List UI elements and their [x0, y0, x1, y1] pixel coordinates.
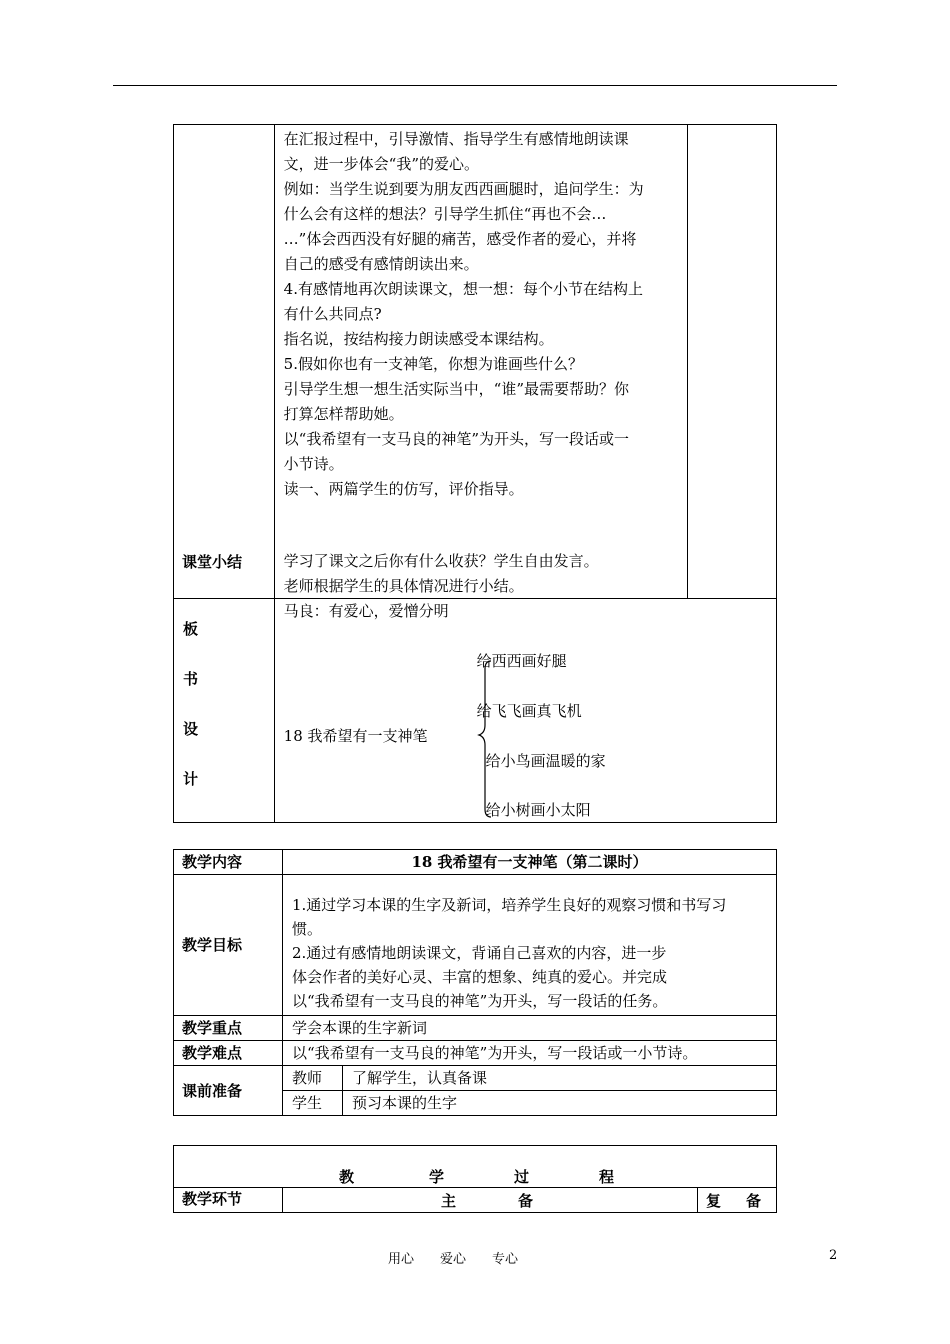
difficulty-value: 以“我希望有一支马良的神笔”为开头，写一段话或一小节诗。 [283, 1041, 777, 1066]
prep-role-student: 学生 [283, 1091, 343, 1116]
goal-line: 以“我希望有一支马良的神笔”为开头，写一段话的任务。 [292, 992, 668, 1010]
col-review-char-1: 复 [706, 1192, 722, 1210]
process-line: …”体会西西没有好腿的痛苦，感受作者的爱心，并将 [283, 230, 637, 248]
process-content-cell [274, 125, 688, 599]
header-rule [113, 85, 837, 86]
footer-slogan [388, 1248, 544, 1267]
goal-line: 惯。 [292, 920, 323, 938]
heading-char-3: 过 [514, 1168, 530, 1186]
content-label: 教学内容 [174, 850, 283, 875]
lesson-plan-table [173, 849, 777, 1116]
summary-line: 学习了课文之后你有什么收获？学生自由发言。 [283, 552, 599, 570]
page-number: 2 [829, 1248, 838, 1263]
board-char-3: 设 [183, 720, 199, 738]
process-line: 自己的感受有感情朗读出来。 [283, 255, 479, 273]
col-main-char-1: 主 [441, 1192, 457, 1210]
prep-role-teacher: 教师 [283, 1066, 343, 1091]
goal-line: 1.通过学习本课的生字及新词，培养学生良好的观察习惯和书写习 [292, 896, 727, 914]
prep-label: 课前准备 [174, 1066, 283, 1116]
teaching-process-header [173, 1145, 777, 1213]
goal-line: 体会作者的美好心灵、丰富的想象、纯真的爱心。并完成 [292, 968, 668, 986]
col-stage: 教学环节 [174, 1188, 283, 1213]
process-line: 以“我希望有一支马良的神笔”为开头，写一段话或一 [283, 430, 629, 448]
process-line: 什么会有这样的想法？引导学生抓住“再也不会… [283, 205, 607, 223]
board-top-line: 马良：有爱心，爱憎分明 [283, 602, 449, 620]
board-char-4: 计 [183, 770, 199, 788]
goal-line: 2.通过有感情地朗读课文，背诵自己喜欢的内容，进一步 [292, 944, 667, 962]
lesson-process-table [173, 124, 777, 823]
content-value: 18 我希望有一支神笔（第二课时） [283, 850, 777, 875]
goal-text [292, 893, 772, 1013]
board-title: 18 我希望有一支神笔 [283, 727, 428, 745]
board-char-2: 书 [183, 670, 199, 688]
slogan-3: 专心 [492, 1252, 519, 1267]
process-text [284, 127, 644, 502]
col-review-char-2: 备 [746, 1192, 762, 1210]
goal-cell [283, 875, 777, 1016]
board-design-cell [274, 599, 776, 823]
summary-label: 课堂小结 [182, 553, 243, 571]
slogan-2: 爱心 [440, 1252, 467, 1267]
board-item-3: 给小鸟画温暖的家 [485, 752, 606, 770]
focus-label: 教学重点 [174, 1016, 283, 1041]
process-line: 指名说，按结构接力朗读感受本课结构。 [283, 330, 554, 348]
prep-text-teacher: 了解学生，认真备课 [343, 1066, 777, 1091]
process-line: 例如：当学生说到要为朋友西西画腿时，追问学生：为 [283, 180, 644, 198]
process-line: 小节诗。 [283, 455, 344, 473]
process-line: 读一、两篇学生的仿写，评价指导。 [283, 480, 524, 498]
process-line: 打算怎样帮助她。 [283, 405, 404, 423]
board-item-4: 给小树画小太阳 [485, 801, 591, 819]
review-cell [688, 125, 777, 599]
heading-char-4: 程 [599, 1168, 615, 1186]
board-char-1: 板 [183, 620, 199, 638]
heading-char-1: 教 [339, 1168, 355, 1186]
slogan-1: 用心 [388, 1252, 415, 1267]
col-review-prep [698, 1188, 777, 1213]
col-main-prep [283, 1188, 698, 1213]
heading-char-2: 学 [429, 1168, 445, 1186]
process-line: 在汇报过程中，引导激情、指导学生有感情地朗读课 [283, 130, 629, 148]
brace-icon [475, 659, 495, 819]
board-item-2: 给飞飞画真飞机 [476, 702, 582, 720]
prep-text-student: 预习本课的生字 [343, 1091, 777, 1116]
focus-value: 学会本课的生字新词 [283, 1016, 777, 1041]
board-label-cell [174, 599, 275, 823]
summary-label-cell [174, 125, 275, 599]
process-line: 引导学生想一想生活实际当中，“谁”最需要帮助？你 [283, 380, 629, 398]
goal-label: 教学目标 [174, 875, 283, 1016]
process-line: 5.假如你也有一支神笔，你想为谁画些什么？ [283, 355, 583, 373]
board-item-1: 给西西画好腿 [476, 652, 567, 670]
summary-text [284, 549, 599, 599]
process-line: 有什么共同点? [283, 305, 382, 323]
process-line: 4.有感情地再次朗读课文，想一想：每个小节在结构上 [283, 280, 643, 298]
summary-line: 老师根据学生的具体情况进行小结。 [283, 577, 524, 595]
difficulty-label: 教学难点 [174, 1041, 283, 1066]
process-heading-cell [174, 1146, 777, 1188]
col-main-char-2: 备 [518, 1192, 534, 1210]
process-line: 文，进一步体会“我”的爱心。 [283, 155, 479, 173]
